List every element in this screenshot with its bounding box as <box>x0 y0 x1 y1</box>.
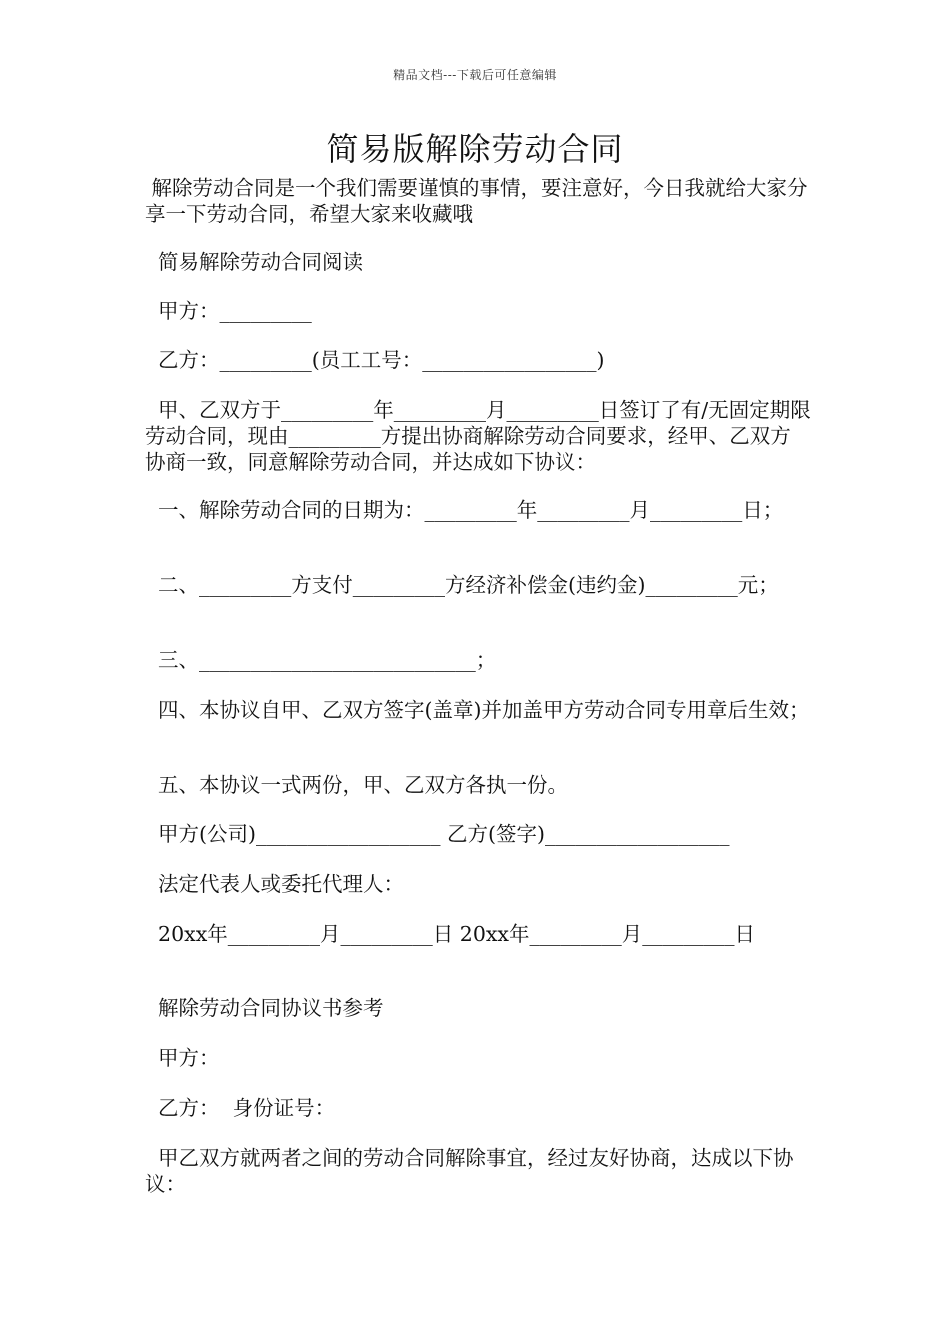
reference-party-b: 乙方： 身份证号： <box>145 1096 336 1120</box>
clause-4: 四、本协议自甲、乙双方签字(盖章)并加盖甲方劳动合同专用章后生效； <box>145 698 810 722</box>
clause-3: 三、___________________________； <box>145 648 497 672</box>
clause-5: 五、本协议一式两份，甲、乙双方各执一份。 <box>145 773 569 797</box>
intro-paragraph: 解除劳动合同是一个我们需要谨慎的事情，要注意好，今日我就给大家分享一下劳动合同，希望大家来收藏哦 <box>145 176 808 226</box>
date-line: 20xx年_________月_________日 20xx年_________月_________日 <box>145 922 755 946</box>
clause-1: 一、解除劳动合同的日期为：_________年_________月_________日； <box>145 498 784 522</box>
legal-representative-line: 法定代表人或委托代理人： <box>145 872 405 896</box>
reference-party-a: 甲方： <box>145 1046 220 1070</box>
signature-line: 甲方(公司)__________________ 乙方(签字)__________________ <box>145 822 730 846</box>
document-title: 简易版解除劳动合同 <box>326 130 624 168</box>
party-b-line: 乙方：_________(员工工号：_________________) <box>145 348 605 372</box>
header-note: 精品文档---下载后可任意编辑 <box>393 68 557 82</box>
agreement-paragraph: 甲、乙双方于_________年_________月_________日签订了有/无固定期限劳动合同，现由_________方提出协商解除劳动合同要求，经甲、乙双方协商一致，同意解除劳动合同，并达成如下协议： <box>145 398 811 474</box>
section-heading-reference: 解除劳动合同协议书参考 <box>145 996 384 1020</box>
clause-2: 二、_________方支付_________方经济补偿金(违约金)_________元； <box>145 573 779 597</box>
reference-agreement-paragraph: 甲乙双方就两者之间的劳动合同解除事宜，经过友好协商，达成以下协议： <box>145 1146 794 1196</box>
section-heading-reading: 简易解除劳动合同阅读 <box>145 250 364 274</box>
party-a-line: 甲方：_________ <box>145 299 312 323</box>
